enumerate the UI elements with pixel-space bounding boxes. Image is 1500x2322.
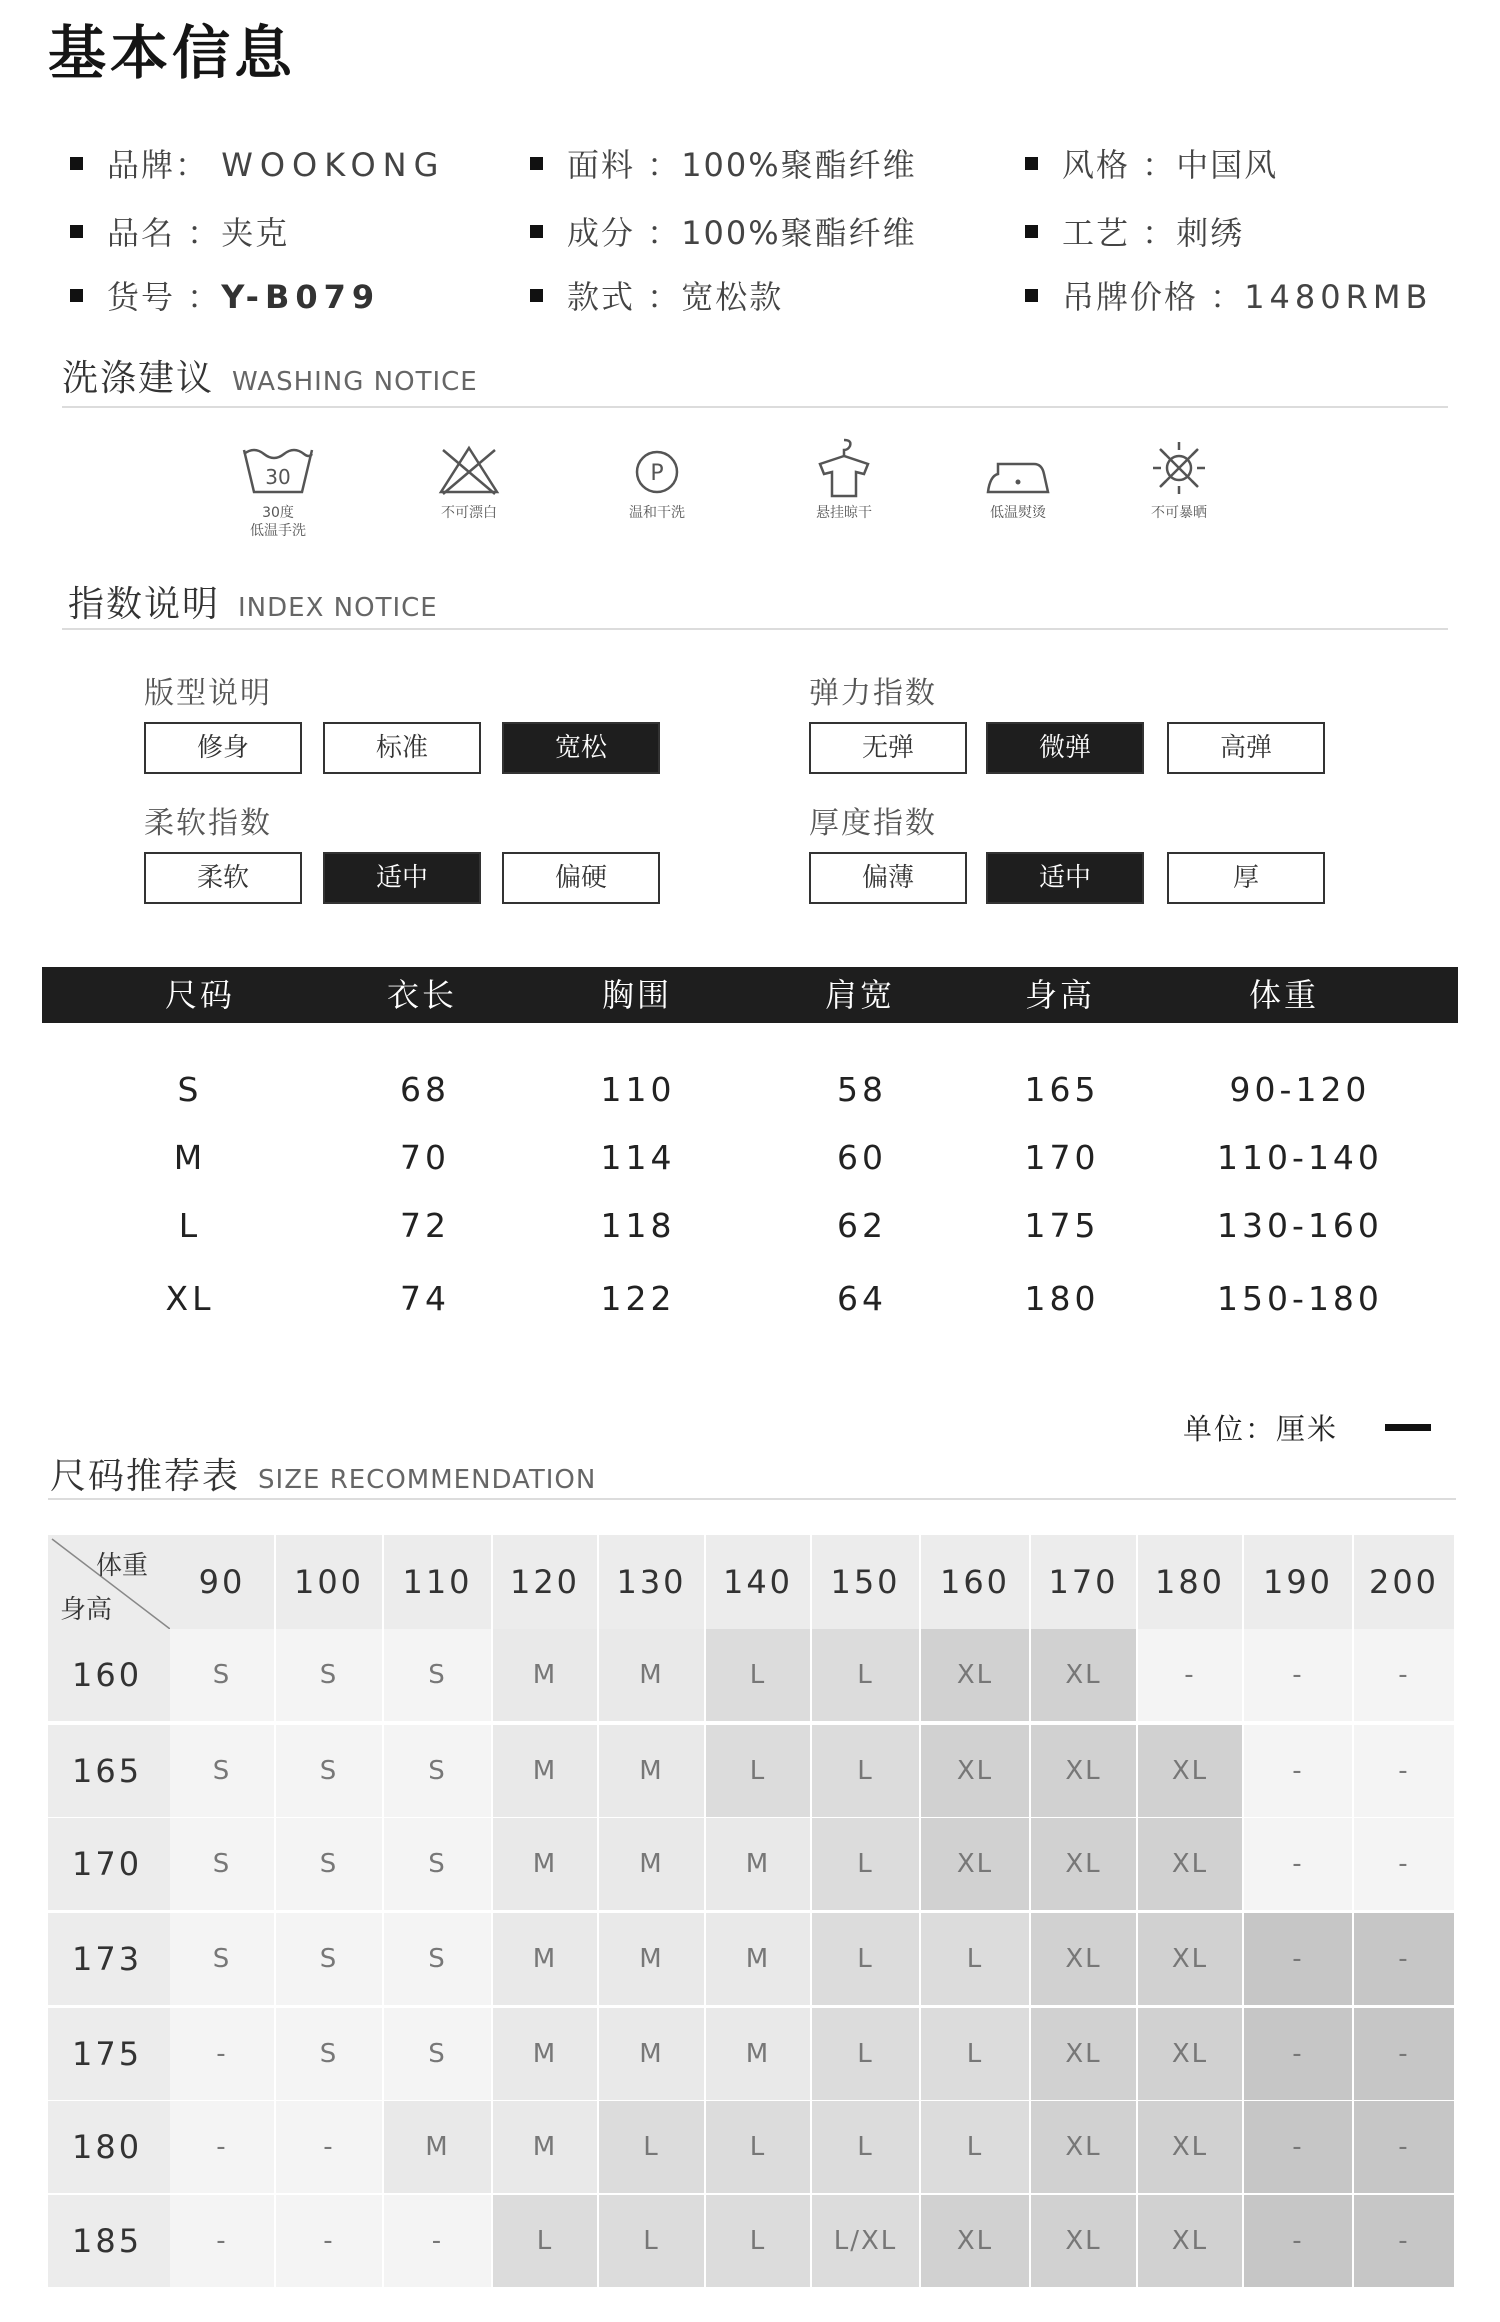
size-recommendation-cell: - [1244,1629,1352,1721]
size-recommendation-cell: M [706,2008,810,2100]
size-recommendation-cell: - [384,2195,491,2287]
fit-option: 标准 [323,722,481,774]
size-recommendation-cell: L [706,1725,810,1817]
size-value-cell: 110 [600,1070,676,1109]
size-value-cell: 170 [1024,1138,1100,1177]
size-value-cell: 118 [600,1206,676,1245]
care-caption: 悬挂晾干 [816,505,872,521]
weight-header: 140 [706,1535,810,1629]
index-heading [68,576,438,627]
size-recommendation-cell: XL [1031,2195,1136,2287]
size-recommendation-cell: L [812,1818,919,1910]
size-recommendation-cell: S [276,1725,382,1817]
stretch-option: 无弹 [809,722,967,774]
size-recommendation-cell: - [1244,1725,1352,1817]
size-recommendation-cell: - [1244,1913,1352,2005]
weight-header: 200 [1354,1535,1454,1629]
care-dry-clean [582,440,732,522]
size-recommendation-cell: S [384,1913,491,2005]
size-column-header: 肩宽 [824,976,895,1014]
size-recommendation-cell: S [276,1818,382,1910]
height-row-header: 173 [48,1913,170,2005]
care-low-iron [943,440,1093,522]
care-no-sun [1104,436,1254,522]
size-column-header: 尺码 [164,976,235,1014]
size-recommendation-cell: S [276,1913,382,2005]
size-value-cell: 68 [400,1070,450,1109]
size-column-header: 衣长 [386,976,457,1014]
size-label-cell: S [177,1070,203,1109]
section-title: 洗涤建议 [62,358,215,399]
info-label: 风格 ： [1062,146,1177,184]
size-label-cell: M [173,1138,207,1177]
height-row-header: 180 [48,2101,170,2193]
size-table-header [42,967,1458,1023]
size-recommendation-cell: XL [1138,1913,1242,2005]
wash-30-icon [238,440,318,500]
size-recommendation-cell: XL [1138,2008,1242,2100]
info-value: 夹克 [221,214,290,252]
bullet-icon [70,289,83,302]
thickness-option: 厚 [1167,852,1325,904]
size-label-cell: L [178,1206,202,1245]
size-value-cell: 74 [400,1279,450,1318]
size-recommendation-cell: L [921,2008,1029,2100]
size-recommendation-cell: S [384,1725,491,1817]
size-recommendation-cell: XL [921,1629,1029,1721]
unit-label: 单位：厘米 [1183,1412,1339,1446]
size-value-cell: 62 [837,1206,887,1245]
size-recommendation-cell: XL [1031,2101,1136,2193]
size-recommendation-cell: - [1354,1913,1454,2005]
svg-text:30: 30 [265,465,291,489]
divider [62,406,1448,408]
softness-option: 柔软 [144,852,302,904]
info-name [70,208,289,254]
size-recommendation-cell: S [170,1818,274,1910]
size-recommendation-cell: - [170,2008,274,2100]
care-caption: 30度 低温手洗 [250,505,306,539]
height-row-header: 165 [48,1725,170,1817]
info-price [1025,272,1432,318]
thickness-option-selected: 适中 [986,852,1144,904]
size-recommendation-cell: L [921,1913,1029,2005]
grid-corner [48,1535,170,1629]
size-recommendation-cell: L [812,1629,919,1721]
care-hang-dry [769,436,919,522]
weight-header: 170 [1031,1535,1136,1629]
size-recommendation-cell: - [276,2101,382,2193]
size-recommendation-cell: M [599,1725,704,1817]
size-recommendation-cell: - [276,2195,382,2287]
info-cut [530,272,783,318]
index-label-thickness: 厚度指数 [809,806,937,841]
weight-header: 130 [599,1535,704,1629]
size-value-cell: 130-160 [1217,1206,1383,1245]
info-value: WOOKONG [221,146,446,184]
svg-text:P: P [650,461,664,486]
fit-option: 修身 [144,722,302,774]
size-value-cell: 175 [1024,1206,1100,1245]
size-recommendation-cell: L [921,2101,1029,2193]
bullet-icon [1025,157,1038,170]
size-recommendation-cell: L [706,2101,810,2193]
info-value: 刺绣 [1176,214,1245,252]
size-recommendation-cell: - [1244,2008,1352,2100]
page-title: 基本信息 [48,19,297,87]
info-craft [1025,208,1244,254]
weight-header: 190 [1244,1535,1352,1629]
info-sku [70,272,380,318]
height-row-header: 175 [48,2008,170,2100]
softness-option-selected: 适中 [323,852,481,904]
weight-header: 110 [384,1535,491,1629]
size-recommendation-cell: - [1354,2195,1454,2287]
size-recommendation-cell: S [384,2008,491,2100]
size-recommendation-cell: - [1244,1818,1352,1910]
size-column-header: 体重 [1248,976,1319,1014]
size-recommendation-cell: XL [1031,1913,1136,2005]
info-label: 款式 ： [567,278,682,316]
size-recommendation-cell: L [812,1725,919,1817]
size-column-header: 胸围 [601,976,672,1014]
info-label: 品牌： [107,146,210,184]
care-caption: 不可暴晒 [1151,505,1207,521]
care-caption: 低温熨烫 [990,505,1046,521]
weight-header: 160 [921,1535,1029,1629]
size-recommendation-cell: M [599,1818,704,1910]
info-label: 吊牌价格 ： [1062,278,1245,316]
size-label-cell: XL [165,1279,215,1318]
size-recommendation-cell: S [276,2008,382,2100]
bullet-icon [530,225,543,238]
size-recommendation-cell: - [1244,2101,1352,2193]
fit-option-selected: 宽松 [502,722,660,774]
height-row-header: 170 [48,1818,170,1910]
size-recommendation-cell: XL [1138,1725,1242,1817]
section-subtitle: SIZE RECOMMENDATION [258,1465,597,1495]
size-recommendation-cell: S [276,1629,382,1721]
size-recommendation-cell: XL [1031,1725,1136,1817]
size-recommendation-cell: L [706,2195,810,2287]
size-recommendation-cell: S [170,1629,274,1721]
washing-heading [62,350,478,401]
size-recommendation-cell: - [1138,1629,1242,1721]
size-recommendation-cell: XL [1031,1629,1136,1721]
size-recommendation-cell: - [1354,2008,1454,2100]
size-value-cell: 122 [600,1279,676,1318]
size-recommendation-cell: M [493,1725,597,1817]
stretch-option-selected: 微弹 [986,722,1144,774]
size-value-cell: 114 [600,1138,676,1177]
size-recommendation-cell: XL [1031,2008,1136,2100]
size-recommendation-cell: XL [1138,2195,1242,2287]
size-value-cell: 70 [400,1138,450,1177]
size-recommendation-cell: - [1354,2101,1454,2193]
size-value-cell: 150-180 [1217,1279,1383,1318]
weight-header: 100 [276,1535,382,1629]
info-fabric [530,140,917,186]
weight-header: 180 [1138,1535,1242,1629]
info-label: 品名 ： [107,214,222,252]
info-value: Y-B079 [221,278,381,316]
size-recommendation-cell: L/XL [812,2195,919,2287]
size-recommendation-cell: M [706,1818,810,1910]
info-label: 工艺 ： [1062,214,1177,252]
info-composition [530,208,917,254]
info-label: 成分 ： [567,214,682,252]
softness-option: 偏硬 [502,852,660,904]
bullet-icon [1025,225,1038,238]
size-recommendation-cell: M [384,2101,491,2193]
no-sun-icon [1139,436,1219,500]
size-value-cell: 60 [837,1138,887,1177]
size-recommendation-cell: M [599,1629,704,1721]
section-subtitle: INDEX NOTICE [238,593,438,623]
info-brand [70,140,445,186]
bullet-icon [70,157,83,170]
bullet-icon [70,225,83,238]
info-value: 宽松款 [681,278,784,316]
recommendation-grid [48,1535,1460,2299]
hang-dry-icon [804,436,884,500]
divider [62,628,1448,630]
bullet-icon [530,289,543,302]
info-value: 1480RMB [1244,278,1433,316]
section-title: 指数说明 [68,584,221,625]
size-recommendation-cell: L [493,2195,597,2287]
size-recommendation-cell: L [706,1629,810,1721]
size-recommendation-cell: S [384,1818,491,1910]
size-value-cell: 90-120 [1229,1070,1371,1109]
care-caption: 温和干洗 [629,505,685,521]
size-recommendation-cell: M [706,1913,810,2005]
index-label-fit: 版型说明 [144,676,272,711]
size-recommendation-cell: XL [1138,2101,1242,2193]
dry-clean-icon [617,440,697,500]
size-recommendation-cell: M [493,2101,597,2193]
size-recommendation-cell: L [812,2101,919,2193]
info-label: 货号 ： [107,278,222,316]
info-label: 面料 ： [567,146,682,184]
size-recommendation-cell: - [170,2195,274,2287]
low-iron-icon [978,440,1058,500]
size-value-cell: 58 [837,1070,887,1109]
size-value-cell: 72 [400,1206,450,1245]
size-recommendation-cell: M [599,1913,704,2005]
size-recommendation-cell: L [812,1913,919,2005]
size-recommendation-cell: L [599,2195,704,2287]
size-recommendation-cell: XL [1031,1818,1136,1910]
size-recommendation-cell: S [170,1725,274,1817]
corner-weight-label: 体重 [96,1551,149,1581]
stretch-option: 高弹 [1167,722,1325,774]
weight-header: 150 [812,1535,919,1629]
size-recommendation-cell: - [1354,1725,1454,1817]
height-row-header: 185 [48,2195,170,2287]
size-recommendation-cell: - [1354,1629,1454,1721]
size-value-cell: 165 [1024,1070,1100,1109]
recommendation-heading [50,1448,596,1499]
info-value: 中国风 [1176,146,1279,184]
size-value-cell: 110-140 [1217,1138,1383,1177]
size-column-header: 身高 [1024,976,1095,1014]
size-recommendation-cell: XL [921,2195,1029,2287]
size-recommendation-cell: L [812,2008,919,2100]
corner-height-label: 身高 [60,1595,113,1625]
section-title: 尺码推荐表 [50,1456,241,1497]
size-recommendation-cell: M [493,1913,597,2005]
size-value-cell: 64 [837,1279,887,1318]
bullet-icon [1025,289,1038,302]
size-recommendation-cell: L [599,2101,704,2193]
size-recommendation-cell: - [1244,2195,1352,2287]
size-recommendation-cell: - [1354,1818,1454,1910]
size-recommendation-cell: S [170,1913,274,2005]
size-recommendation-cell: - [170,2101,274,2193]
weight-header: 90 [170,1535,274,1629]
size-recommendation-cell: XL [921,1725,1029,1817]
dash-icon [1385,1424,1431,1431]
thickness-option: 偏薄 [809,852,967,904]
care-no-bleach [394,440,544,522]
index-label-stretch: 弹力指数 [809,676,937,711]
info-value: 100%聚酯纤维 [681,146,917,184]
index-label-softness: 柔软指数 [144,806,272,841]
size-recommendation-cell: M [493,1629,597,1721]
size-recommendation-cell: M [493,1818,597,1910]
info-value: 100%聚酯纤维 [681,214,917,252]
size-recommendation-cell: M [493,2008,597,2100]
care-wash-30 [203,440,353,540]
size-recommendation-cell: XL [921,1818,1029,1910]
size-recommendation-cell: S [384,1629,491,1721]
height-row-header: 160 [48,1629,170,1721]
info-style [1025,140,1278,186]
size-value-cell: 180 [1024,1279,1100,1318]
divider [48,1498,1456,1500]
section-subtitle: WASHING NOTICE [232,367,478,397]
care-caption: 不可漂白 [441,505,497,521]
no-bleach-icon [429,440,509,500]
bullet-icon [530,157,543,170]
weight-header: 120 [493,1535,597,1629]
size-recommendation-cell: XL [1138,1818,1242,1910]
size-recommendation-cell: M [599,2008,704,2100]
